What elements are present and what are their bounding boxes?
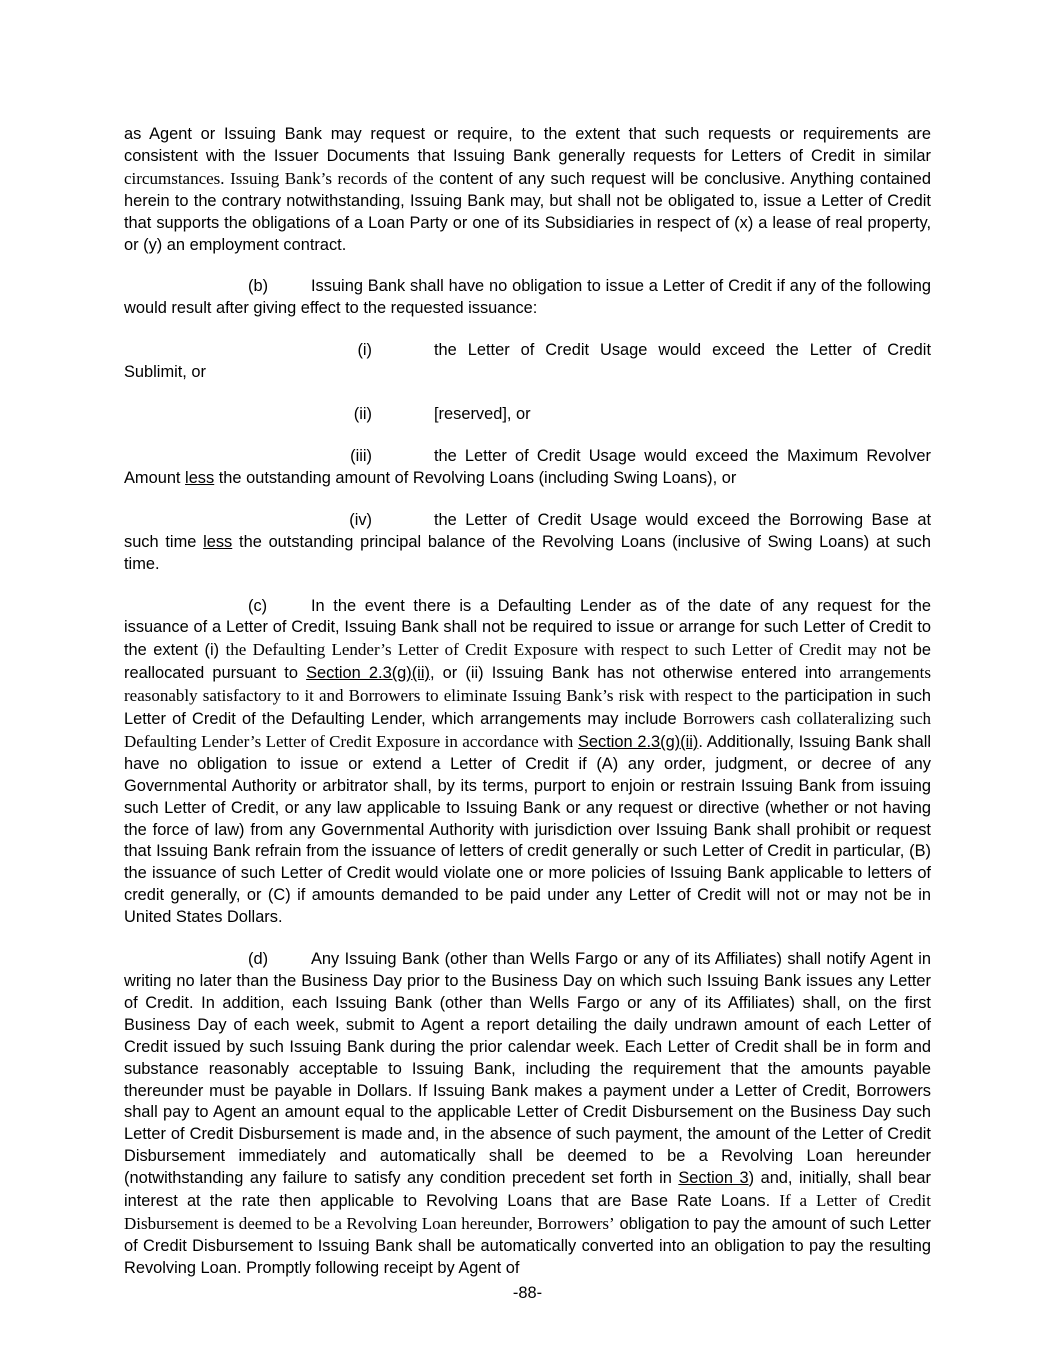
- subclause-label: (iii): [350, 446, 372, 465]
- text: , or (ii) Issuing Bank has not otherwise entered into: [429, 664, 840, 683]
- underlined-text: less: [203, 532, 233, 551]
- subclause-label: (ii): [353, 405, 372, 424]
- text: Borrowers cash collateralizing such Defaulting Lender’s Letter of Credit Exposure in accordance with: [124, 709, 931, 751]
- paragraph-label: (d): [248, 950, 269, 969]
- section-reference: Section 3: [678, 1169, 749, 1188]
- text: the outstanding amount of Revolving Loans (including Swing Loans), or: [214, 468, 737, 487]
- text: the Defaulting Lender’s Letter of Credit Exposure with respect to such Letter of Credit may: [225, 640, 877, 660]
- text: ) and, initially, shall bear interest at the rate then applicable to Revolving Loans that are Base Rate Loans.: [124, 1169, 931, 1211]
- subclause-i: [124, 340, 931, 384]
- document-page: [124, 124, 931, 1300]
- text: the Letter of Credit Usage would exceed the Borrowing Base at such time: [124, 510, 931, 551]
- page-number: -88-: [512, 1284, 543, 1302]
- section-reference: Section 2.3(g)(ii): [306, 664, 430, 683]
- text: arrangements reasonably satisfactory to it and Borrowers to eliminate Issuing Bank’s risk with respect to: [124, 663, 931, 706]
- subclause-label: (iv): [349, 510, 372, 529]
- text: the Letter of Credit Usage would exceed the Maximum Revolver Amount: [124, 446, 931, 487]
- text: the participation in such Letter of Credit of the Defaulting Lender, which arrangements may include: [124, 687, 932, 729]
- text: In the event there is a Defaulting Lender as of the date of any request for the issuance of a Letter of Credit, Issuing Bank shall not be required to issue or arrange for such Letter of Credit to the extent (i): [124, 596, 931, 660]
- text: Any Issuing Bank (other than Wells Fargo or any of its Affiliates) shall notify Agent in writing no later than the Business Day prior to the Business Day on which such Issuing Bank issues any Letter of Credit. In addition, each Issuing Bank (other than Wells Fargo or any of its Affiliates) shall, on the first Business Day of each week, submit to Agent a report detailing the daily undrawn amount of each Letter of Credit issued by such Issuing Bank during the prior calendar week. Each Letter of Credit shall be in form and substance reasonably acceptable to Issuing Bank, including the requirement that the amounts payable thereunder must be payable in Dollars. If Issuing Bank makes a payment under a Letter of Credit, Borrowers shall pay to Agent an amount equal to the applicable Letter of Credit Disbursement on the Business Day such Letter of Credit Disbursement is made and, in the absence of such payment, the amount of the Letter of Credit Disbursement immediately and automatically shall be deemed to be a Revolving Loan hereunder (notwithstanding any failure to satisfy any condition precedent set forth in: [124, 950, 931, 1188]
- paragraph-c: [124, 596, 931, 930]
- text: as Agent or Issuing Bank may request or require, to the extent that such requests or requirements are consistent with the Issuer Documents that Issuing Bank generally requests for Letters of Credit in similar: [124, 125, 931, 165]
- text: . Additionally, Issuing Bank shall have no obligation to issue or extend a Letter of Credit if (A) any order, judgment, or decree of any Governmental Authority or arbitrator shall, by its terms, purport to enjoin or restrain Issuing Bank from issuing such Letter of Credit, or any law applicable to Issuing Bank or any request or directive (whether or not having the force of law) from any Governmental Authority with jurisdiction over Issuing Bank shall prohibit or request that Issuing Bank refrain from the issuance of letters of credit generally or such Letter of Credit in particular, (B) the issuance of such Letter of Credit would violate one or more policies of Issuing Bank applicable to letters of credit generally, or (C) if amounts demanded to be paid under any Letter of Credit will not or may not be in United States Dollars.: [124, 732, 931, 927]
- text: obligation to pay the amount of such Letter of Credit Disbursement to Issuing Bank shall be automatically converted into an obligation to pay the resulting Revolving Loan. Promptly following receipt by Agent of: [124, 1214, 932, 1277]
- subclause-iv: [124, 510, 931, 576]
- subclause-ii: [124, 404, 931, 426]
- underlined-text: less: [185, 468, 215, 487]
- text: circumstances. Issuing Bank’s records of the: [124, 168, 440, 188]
- text: the Letter of Credit Usage would exceed the Letter of Credit Sublimit, or: [124, 341, 931, 382]
- text: [reserved], or: [434, 405, 531, 424]
- subclause-iii: [124, 446, 931, 490]
- text: If a Letter of Credit Disbursement is deemed to be a Revolving Loan hereunder, Borrowers’: [124, 1191, 931, 1233]
- text: content of any such request will be conclusive. Anything contained herein to the contrary notwithstanding, Issuing Bank may, but shall not be obligated to, issue a Letter of Credit that supports the obligations of a Loan Party or one of its Subsidiaries in respect of (x) a lease of real property, or (y) an employment contract.: [124, 169, 931, 254]
- paragraph-d: [124, 949, 931, 1280]
- text: Issuing Bank shall have no obligation to issue a Letter of Credit if any of the following would result after giving effect to the requested issuance:: [124, 277, 931, 318]
- paragraph-continuation: [124, 124, 931, 256]
- subclause-label: (i): [357, 341, 372, 360]
- paragraph-label: (c): [248, 596, 268, 615]
- paragraph-b: [124, 276, 931, 320]
- paragraph-label: (b): [248, 277, 269, 296]
- text: not be reallocated pursuant to: [124, 641, 932, 683]
- section-reference: Section 2.3(g)(ii): [577, 732, 699, 751]
- text: the outstanding principal balance of the Revolving Loans (inclusive of Swing Loans) at such time.: [124, 532, 931, 573]
